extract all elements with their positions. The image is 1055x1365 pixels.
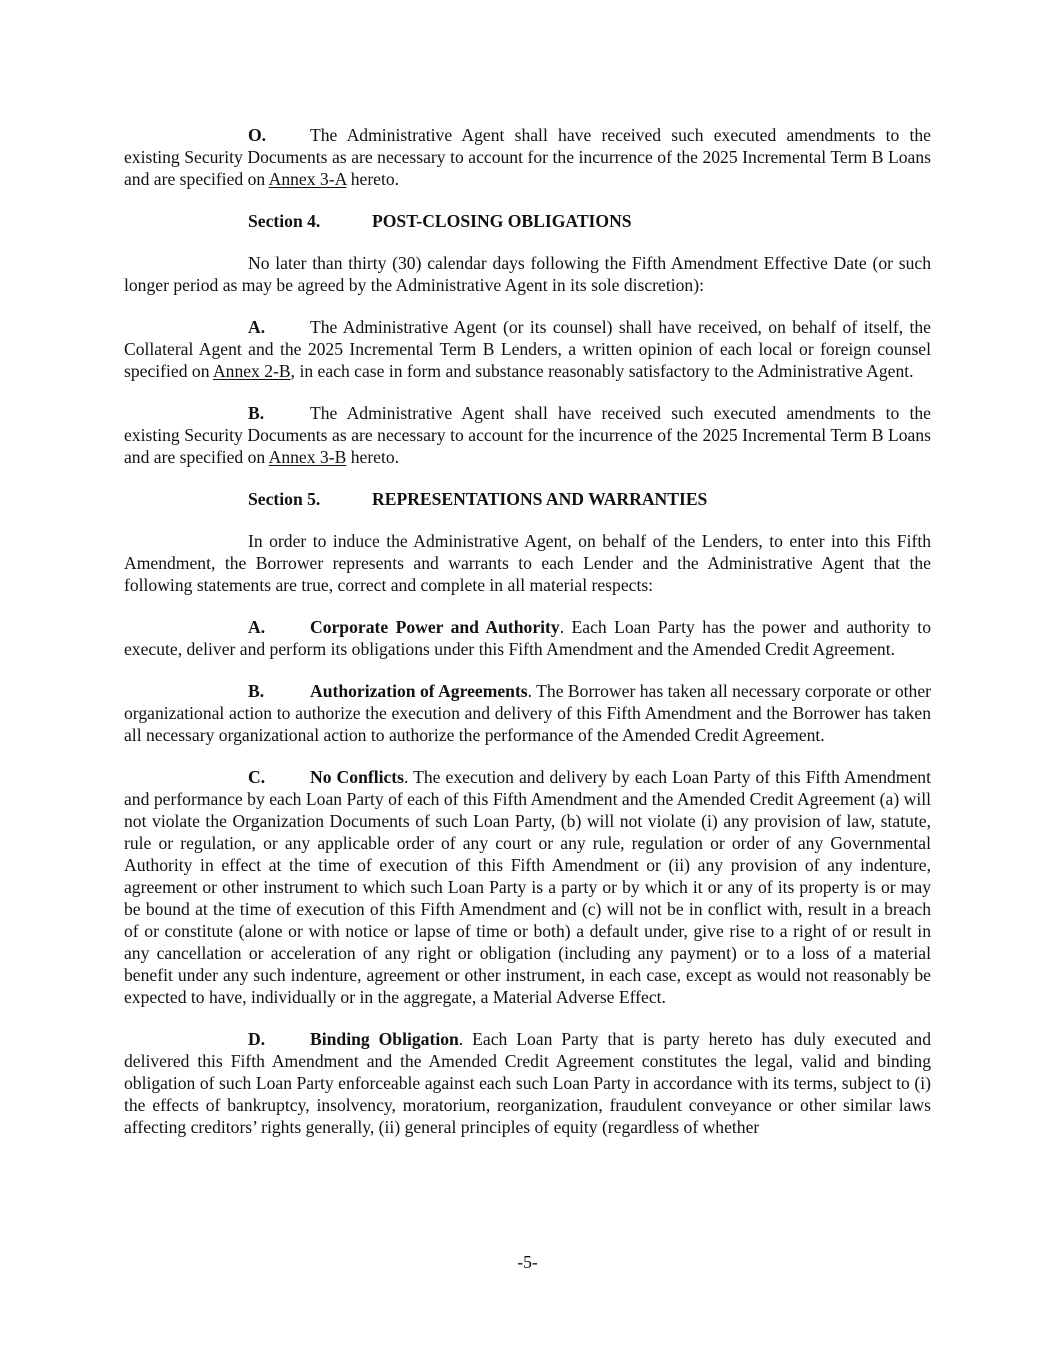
section-number: Section 4.	[248, 211, 321, 231]
page-number: -5-	[517, 1252, 538, 1272]
section-5-item-b	[124, 680, 931, 746]
paragraph-text: hereto.	[346, 169, 400, 189]
paragraph-o	[124, 124, 931, 190]
paragraph-text: . The execution and delivery by each Loan Party of this Fifth Amendment and performance by each Loan Party of each of this Fifth Amendment and the Amended Credit Agreement (a) will not violate the Organization Documents of such Loan Party, (b) will not violate (i) any provision of law, statute, rule or regulation, or any applicable order of any court or any rule, regulation or order of any Governmental Authority in effect at the time of execution of this Fifth Amendment or (ii) any provision of any indenture, agreement or other instrument to which such Loan Party is a party or by which it or any of its property is or may be bound at the time of execution of this Fifth Amendment and (c) will not be in conflict with, result in a breach of or constitute (alone or with notice or lapse of time or both) a default under, give rise to a right of or result in any cancellation or acceleration of any right or obligation (including any payment) or to a loss of a material benefit under any such indenture, agreement or other instrument, in each case, except as would not reasonably be expected to have, individually or in the aggregate, a Material Adverse Effect.	[124, 767, 931, 1007]
item-heading: No Conflicts	[310, 767, 404, 787]
item-heading: Corporate Power and Authority	[310, 617, 560, 637]
paragraph-text: . Each Loan Party has the power and authority to execute, deliver and perform its obligations under this Fifth Amendment and the Amended Credit Agreement.	[124, 617, 931, 659]
annex-3b-reference: Annex 3-B	[268, 447, 347, 467]
section-5-item-a	[124, 616, 931, 660]
section-4-heading	[124, 210, 931, 232]
item-marker: B.	[248, 403, 265, 423]
annex-2b-reference: Annex 2-B	[212, 361, 291, 381]
item-marker: B.	[248, 681, 265, 701]
paragraph-text: hereto.	[346, 447, 400, 467]
section-5-item-d	[124, 1028, 931, 1138]
section-5-item-c	[124, 766, 931, 1008]
section-number: Section 5.	[248, 489, 321, 509]
section-4-intro: No later than thirty (30) calendar days following the Fifth Amendment Effective Date (or such longer period as may be agreed by the Administrative Agent in its sole discretion):	[124, 253, 931, 295]
section-5-heading	[124, 488, 931, 510]
section-4-item-b	[124, 402, 931, 468]
paragraph-text: , in each case in form and substance reasonably satisfactory to the Administrative Agent.	[290, 361, 914, 381]
section-title: REPRESENTATIONS AND WARRANTIES	[372, 489, 708, 509]
paragraph-text: The Administrative Agent shall have received such executed amendments to the existing Security Documents as are necessary to account for the incurrence of the 2025 Incremental Term B Loans and are specified on	[124, 403, 931, 467]
item-marker: O.	[248, 125, 267, 145]
item-marker: D.	[248, 1029, 266, 1049]
document-page	[124, 124, 931, 1158]
section-title: POST-CLOSING OBLIGATIONS	[372, 211, 632, 231]
paragraph-text: The Administrative Agent shall have received such executed amendments to the existing Security Documents as are necessary to account for the incurrence of the 2025 Incremental Term B Loans and are specified on	[124, 125, 931, 189]
paragraph-text: The Administrative Agent (or its counsel) shall have received, on behalf of itself, the Collateral Agent and the 2025 Incremental Term B Lenders, a written opinion of each local or foreign counsel specified on	[124, 317, 931, 381]
section-4-item-a	[124, 316, 931, 382]
item-marker: A.	[248, 617, 266, 637]
item-heading: Authorization of Agreements	[310, 681, 528, 701]
item-marker: A.	[248, 317, 266, 337]
paragraph-text: . The Borrower has taken all necessary corporate or other organizational action to authorize the execution and delivery of this Fifth Amendment and the Borrower has taken all necessary organizational action to authorize the performance of the Amended Credit Agreement.	[124, 681, 931, 745]
paragraph-text: . Each Loan Party that is party hereto has duly executed and delivered this Fifth Amendment and the Amended Credit Agreement constitutes the legal, valid and binding obligation of such Loan Party enforceable against each such Loan Party in accordance with its terms, subject to (i) the effects of bankruptcy, insolvency, moratorium, reorganization, fraudulent conveyance or other similar laws affecting creditors’ rights generally, (ii) general principles of equity (regardless of whether	[124, 1029, 932, 1137]
annex-3a-reference: Annex 3-A	[268, 169, 347, 189]
item-marker: C.	[248, 767, 266, 787]
item-heading: Binding Obligation	[310, 1029, 459, 1049]
section-5-intro: In order to induce the Administrative Agent, on behalf of the Lenders, to enter into this Fifth Amendment, the Borrower represents and warrants to each Lender and the Administrative Agent that the following statements are true, correct and complete in all material respects:	[124, 531, 931, 595]
